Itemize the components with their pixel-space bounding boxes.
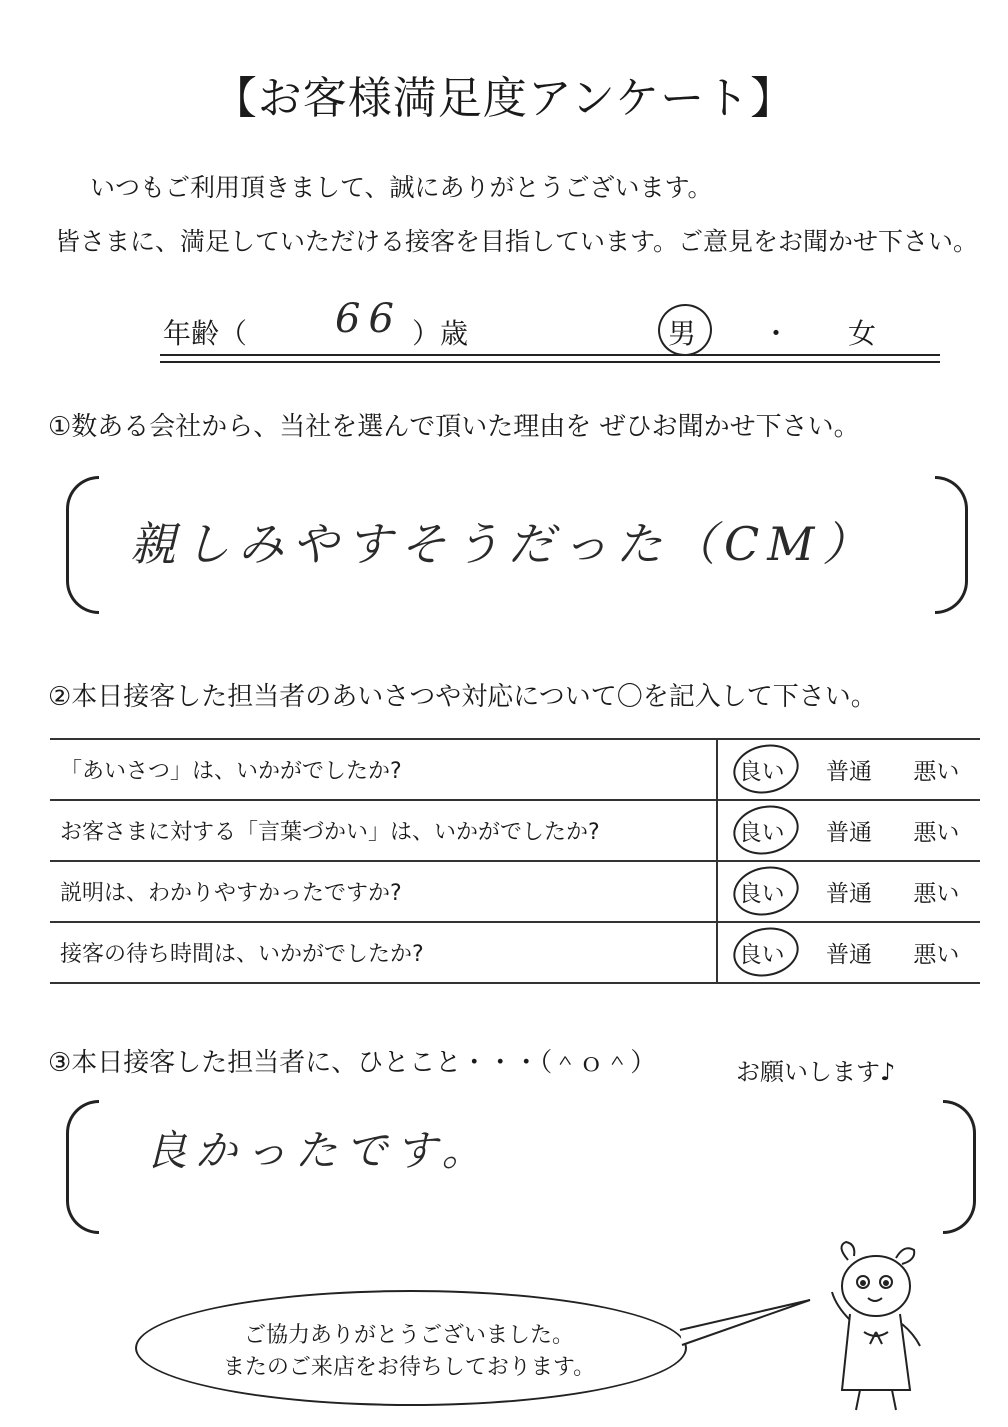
q3-note: お願いします♪ <box>736 1058 896 1086</box>
gender-male[interactable]: 男 <box>668 317 697 350</box>
q1-bracket-left <box>66 476 99 614</box>
intro-line-2: 皆さまに、満足していただける接客を目指しています。ご意見をお聞かせ下さい。 <box>55 227 979 256</box>
closing-line-2: またのご来店をお待ちしております。 <box>222 1355 596 1380</box>
rating-options <box>717 800 980 861</box>
q3-question: ③本日接客した担当者に、ひとこと・・・（＾ｏ＾） <box>48 1048 657 1078</box>
option-average[interactable]: 普通 <box>825 759 872 785</box>
rating-row <box>50 800 980 861</box>
age-label-close: ）歳 <box>412 317 469 350</box>
gender-separator: ・ <box>762 317 791 350</box>
q1-bracket-right <box>935 476 968 614</box>
option-bad[interactable]: 悪い <box>913 759 960 785</box>
profile-underline <box>160 354 940 356</box>
rating-question: お客さまに対する「言葉づかい」は、いかがでしたか? <box>50 800 717 861</box>
selected-circle <box>728 800 803 861</box>
option-bad[interactable]: 悪い <box>913 820 960 846</box>
bubble-tail <box>670 1290 820 1350</box>
rating-row <box>50 922 980 983</box>
survey-title: 【お客様満足度アンケート】 <box>212 73 796 124</box>
mascot-icon <box>818 1240 938 1415</box>
option-average[interactable]: 普通 <box>825 820 872 846</box>
intro-line-1: いつもご利用頂きまして、誠にありがとうございます。 <box>90 173 713 202</box>
age-label-open: 年齢（ <box>163 317 248 350</box>
q3-bracket-right <box>943 1100 976 1234</box>
selected-circle <box>728 922 803 983</box>
profile-underline-2 <box>160 361 940 363</box>
selected-circle <box>728 861 803 922</box>
q1-question: ①数ある会社から、当社を選んで頂いた理由を ぜひお聞かせ下さい。 <box>48 412 860 442</box>
option-good[interactable]: 良い <box>739 814 785 847</box>
option-average[interactable]: 普通 <box>825 881 872 907</box>
rating-row <box>50 861 980 922</box>
rating-question: 「あいさつ」は、いかがでしたか? <box>50 739 717 800</box>
rating-options <box>717 739 980 800</box>
rating-options <box>717 922 980 983</box>
rating-question: 接客の待ち時間は、いかがでしたか? <box>50 922 717 983</box>
option-average[interactable]: 普通 <box>825 942 872 968</box>
option-bad[interactable]: 悪い <box>913 942 960 968</box>
q3-answer[interactable]: 良かったです。 <box>145 1126 492 1175</box>
option-good[interactable]: 良い <box>739 936 785 969</box>
q2-question: ②本日接客した担当者のあいさつや対応について〇を記入して下さい。 <box>48 682 877 712</box>
selected-circle <box>728 739 803 800</box>
age-value[interactable]: 66 <box>335 296 402 342</box>
q3-bracket-left <box>66 1100 99 1234</box>
q1-answer[interactable]: 親しみやすそうだった（CM） <box>130 517 877 571</box>
option-good[interactable]: 良い <box>739 753 785 786</box>
rating-options <box>717 861 980 922</box>
closing-line-1: ご協力ありがとうございました。 <box>243 1323 574 1348</box>
option-bad[interactable]: 悪い <box>913 881 960 907</box>
rating-table <box>50 738 980 984</box>
gender-selected-circle <box>655 300 716 359</box>
rating-row <box>50 739 980 800</box>
gender-female[interactable]: 女 <box>848 317 877 350</box>
option-good[interactable]: 良い <box>739 875 785 908</box>
rating-question: 説明は、わかりやすかったですか? <box>50 861 717 922</box>
